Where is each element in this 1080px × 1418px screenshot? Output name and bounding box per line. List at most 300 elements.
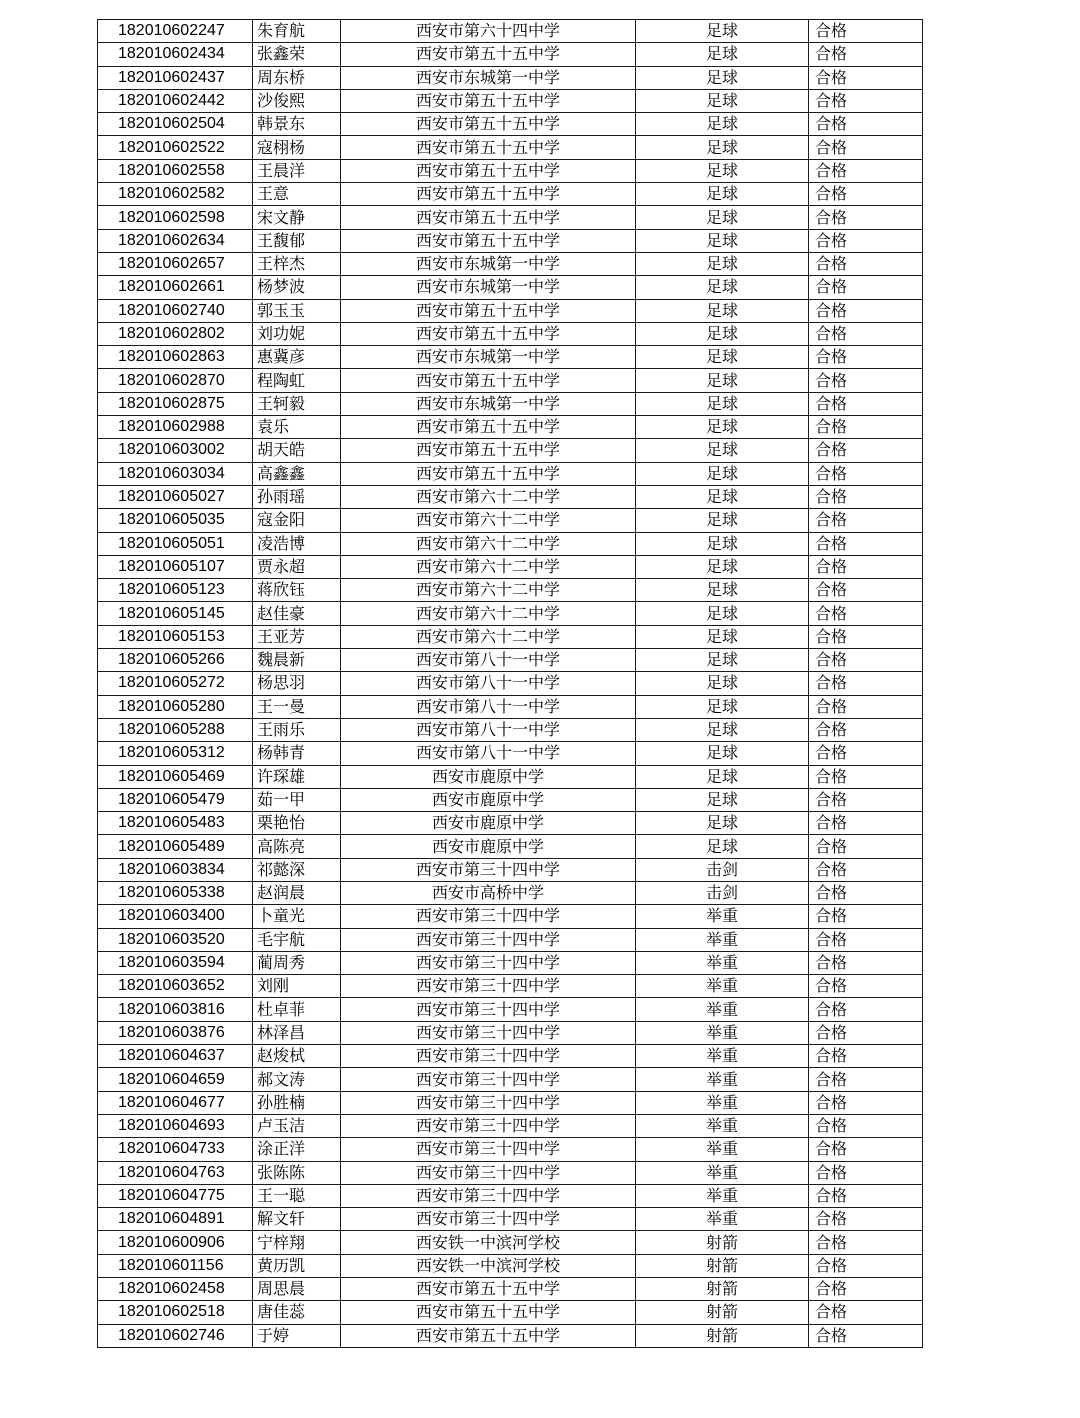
table-row — [98, 1324, 923, 1347]
candidate-id-cell: 182010604659 — [98, 1068, 253, 1091]
table-row — [98, 66, 923, 89]
result-cell: 合格 — [809, 136, 923, 159]
student-name-cell: 杜卓菲 — [253, 998, 341, 1021]
result-cell: 合格 — [809, 66, 923, 89]
school-cell: 西安市第八十一中学 — [341, 672, 636, 695]
school-cell: 西安市第六十二中学 — [341, 509, 636, 532]
sport-cell: 足球 — [636, 66, 809, 89]
student-name-cell: 高陈亮 — [253, 835, 341, 858]
student-name-cell: 周东桥 — [253, 66, 341, 89]
school-cell: 西安市鹿原中学 — [341, 812, 636, 835]
sport-cell: 足球 — [636, 649, 809, 672]
sport-cell: 举重 — [636, 1114, 809, 1137]
school-cell: 西安市第五十五中学 — [341, 439, 636, 462]
student-name-cell: 杨韩青 — [253, 742, 341, 765]
sport-cell: 足球 — [636, 835, 809, 858]
student-name-cell: 寇金阳 — [253, 509, 341, 532]
table-row — [98, 1138, 923, 1161]
candidate-id-cell: 182010605338 — [98, 881, 253, 904]
table-row — [98, 43, 923, 66]
school-cell: 西安市第六十二中学 — [341, 532, 636, 555]
result-cell: 合格 — [809, 532, 923, 555]
result-cell: 合格 — [809, 299, 923, 322]
table-row — [98, 229, 923, 252]
student-name-cell: 林泽昌 — [253, 1021, 341, 1044]
result-cell: 合格 — [809, 1138, 923, 1161]
school-cell: 西安市第五十五中学 — [341, 136, 636, 159]
table-row — [98, 835, 923, 858]
sport-cell: 足球 — [636, 136, 809, 159]
student-name-cell: 凌浩博 — [253, 532, 341, 555]
student-name-cell: 卜童光 — [253, 905, 341, 928]
candidate-id-cell: 182010605107 — [98, 555, 253, 578]
candidate-id-cell: 182010605280 — [98, 695, 253, 718]
table-row — [98, 858, 923, 881]
student-name-cell: 胡天皓 — [253, 439, 341, 462]
result-cell: 合格 — [809, 183, 923, 206]
candidate-id-cell: 182010605027 — [98, 485, 253, 508]
student-name-cell: 程陶虹 — [253, 369, 341, 392]
table-row — [98, 812, 923, 835]
candidate-id-cell: 182010605051 — [98, 532, 253, 555]
result-cell: 合格 — [809, 765, 923, 788]
student-name-cell: 蔺周秀 — [253, 951, 341, 974]
student-name-cell: 韩景东 — [253, 113, 341, 136]
student-name-cell: 于婷 — [253, 1324, 341, 1347]
result-cell: 合格 — [809, 276, 923, 299]
result-cell: 合格 — [809, 555, 923, 578]
candidate-id-cell: 182010605145 — [98, 602, 253, 625]
school-cell: 西安市第五十五中学 — [341, 89, 636, 112]
student-name-cell: 王轲毅 — [253, 392, 341, 415]
candidate-id-cell: 182010602518 — [98, 1301, 253, 1324]
candidate-id-cell: 182010604763 — [98, 1161, 253, 1184]
sport-cell: 足球 — [636, 113, 809, 136]
table-row — [98, 649, 923, 672]
result-cell: 合格 — [809, 788, 923, 811]
table-row — [98, 1114, 923, 1137]
table-row — [98, 905, 923, 928]
candidate-id-cell: 182010605469 — [98, 765, 253, 788]
sport-cell: 足球 — [636, 625, 809, 648]
table-row — [98, 579, 923, 602]
sport-cell: 举重 — [636, 1138, 809, 1161]
student-name-cell: 周思晨 — [253, 1278, 341, 1301]
sport-cell: 举重 — [636, 1208, 809, 1231]
school-cell: 西安市高桥中学 — [341, 881, 636, 904]
candidate-id-cell: 182010605479 — [98, 788, 253, 811]
candidate-id-cell: 182010605288 — [98, 718, 253, 741]
sport-cell: 足球 — [636, 672, 809, 695]
result-cell: 合格 — [809, 113, 923, 136]
school-cell: 西安市第五十五中学 — [341, 299, 636, 322]
candidate-id-cell: 182010604775 — [98, 1184, 253, 1207]
sport-cell: 足球 — [636, 812, 809, 835]
table-row — [98, 555, 923, 578]
table-row — [98, 788, 923, 811]
school-cell: 西安市第三十四中学 — [341, 975, 636, 998]
candidate-id-cell: 182010604733 — [98, 1138, 253, 1161]
school-cell: 西安市东城第一中学 — [341, 392, 636, 415]
result-cell: 合格 — [809, 43, 923, 66]
student-name-cell: 张鑫荣 — [253, 43, 341, 66]
candidate-id-cell: 182010601156 — [98, 1254, 253, 1277]
result-cell: 合格 — [809, 975, 923, 998]
sport-cell: 足球 — [636, 206, 809, 229]
candidate-id-cell: 182010605123 — [98, 579, 253, 602]
result-cell: 合格 — [809, 252, 923, 275]
school-cell: 西安市第五十五中学 — [341, 462, 636, 485]
student-name-cell: 祁懿深 — [253, 858, 341, 881]
student-name-cell: 王意 — [253, 183, 341, 206]
sport-cell: 举重 — [636, 1161, 809, 1184]
student-name-cell: 王晨洋 — [253, 159, 341, 182]
sport-cell: 足球 — [636, 555, 809, 578]
sport-cell: 足球 — [636, 788, 809, 811]
student-name-cell: 解文轩 — [253, 1208, 341, 1231]
table-row — [98, 159, 923, 182]
candidate-id-cell: 182010603834 — [98, 858, 253, 881]
candidate-id-cell: 182010603876 — [98, 1021, 253, 1044]
sport-cell: 击剑 — [636, 881, 809, 904]
sport-cell: 足球 — [636, 229, 809, 252]
table-row — [98, 1045, 923, 1068]
student-name-cell: 袁乐 — [253, 416, 341, 439]
result-cell: 合格 — [809, 439, 923, 462]
table-row — [98, 672, 923, 695]
table-row — [98, 765, 923, 788]
school-cell: 西安市鹿原中学 — [341, 788, 636, 811]
table-row — [98, 951, 923, 974]
student-name-cell: 孙雨瑶 — [253, 485, 341, 508]
result-cell: 合格 — [809, 346, 923, 369]
student-name-cell: 王馥郁 — [253, 229, 341, 252]
table-row — [98, 695, 923, 718]
result-cell: 合格 — [809, 1161, 923, 1184]
result-cell: 合格 — [809, 742, 923, 765]
candidate-id-cell: 182010604891 — [98, 1208, 253, 1231]
school-cell: 西安市鹿原中学 — [341, 835, 636, 858]
result-cell: 合格 — [809, 159, 923, 182]
result-cell: 合格 — [809, 649, 923, 672]
candidate-id-cell: 182010605483 — [98, 812, 253, 835]
result-cell: 合格 — [809, 369, 923, 392]
sport-cell: 足球 — [636, 392, 809, 415]
table-row — [98, 206, 923, 229]
school-cell: 西安市东城第一中学 — [341, 66, 636, 89]
result-cell: 合格 — [809, 1324, 923, 1347]
student-name-cell: 栗艳怡 — [253, 812, 341, 835]
candidate-id-cell: 182010602522 — [98, 136, 253, 159]
school-cell: 西安市第五十五中学 — [341, 369, 636, 392]
sport-cell: 射箭 — [636, 1324, 809, 1347]
school-cell: 西安市第五十五中学 — [341, 229, 636, 252]
candidate-id-cell: 182010602875 — [98, 392, 253, 415]
student-name-cell: 高鑫鑫 — [253, 462, 341, 485]
table-row — [98, 136, 923, 159]
table-row — [98, 1068, 923, 1091]
candidate-id-cell: 182010602802 — [98, 322, 253, 345]
school-cell: 西安市东城第一中学 — [341, 252, 636, 275]
student-name-cell: 赵润晨 — [253, 881, 341, 904]
sport-cell: 足球 — [636, 509, 809, 532]
school-cell: 西安市第五十五中学 — [341, 322, 636, 345]
school-cell: 西安市第五十五中学 — [341, 416, 636, 439]
table-row — [98, 416, 923, 439]
result-cell: 合格 — [809, 1091, 923, 1114]
table-row — [98, 369, 923, 392]
school-cell: 西安铁一中滨河学校 — [341, 1231, 636, 1254]
sport-cell: 足球 — [636, 439, 809, 462]
candidate-id-cell: 182010602746 — [98, 1324, 253, 1347]
candidate-id-cell: 182010602558 — [98, 159, 253, 182]
candidate-id-cell: 182010602661 — [98, 276, 253, 299]
result-cell: 合格 — [809, 322, 923, 345]
school-cell: 西安市东城第一中学 — [341, 276, 636, 299]
sport-cell: 足球 — [636, 695, 809, 718]
sport-cell: 射箭 — [636, 1278, 809, 1301]
candidate-id-cell: 182010602863 — [98, 346, 253, 369]
result-cell: 合格 — [809, 1045, 923, 1068]
sport-cell: 举重 — [636, 951, 809, 974]
student-name-cell: 郭玉玉 — [253, 299, 341, 322]
result-cell: 合格 — [809, 1184, 923, 1207]
results-table — [97, 19, 923, 1348]
school-cell: 西安市第五十五中学 — [341, 113, 636, 136]
result-cell: 合格 — [809, 1114, 923, 1137]
sport-cell: 足球 — [636, 183, 809, 206]
sport-cell: 足球 — [636, 416, 809, 439]
table-row — [98, 1278, 923, 1301]
result-cell: 合格 — [809, 695, 923, 718]
result-cell: 合格 — [809, 392, 923, 415]
sport-cell: 射箭 — [636, 1231, 809, 1254]
result-cell: 合格 — [809, 718, 923, 741]
candidate-id-cell: 182010602582 — [98, 183, 253, 206]
candidate-id-cell: 182010602634 — [98, 229, 253, 252]
student-name-cell: 杨思羽 — [253, 672, 341, 695]
student-name-cell: 王雨乐 — [253, 718, 341, 741]
student-name-cell: 杨梦波 — [253, 276, 341, 299]
school-cell: 西安市第三十四中学 — [341, 858, 636, 881]
school-cell: 西安市第三十四中学 — [341, 951, 636, 974]
school-cell: 西安市东城第一中学 — [341, 346, 636, 369]
school-cell: 西安市鹿原中学 — [341, 765, 636, 788]
school-cell: 西安市第六十二中学 — [341, 602, 636, 625]
table-row — [98, 532, 923, 555]
table-row — [98, 485, 923, 508]
student-name-cell: 惠冀彦 — [253, 346, 341, 369]
sport-cell: 足球 — [636, 765, 809, 788]
sport-cell: 足球 — [636, 369, 809, 392]
student-name-cell: 宋文静 — [253, 206, 341, 229]
result-cell: 合格 — [809, 905, 923, 928]
result-cell: 合格 — [809, 229, 923, 252]
student-name-cell: 张陈陈 — [253, 1161, 341, 1184]
school-cell: 西安市第五十五中学 — [341, 159, 636, 182]
candidate-id-cell: 182010602657 — [98, 252, 253, 275]
table-row — [98, 20, 923, 43]
candidate-id-cell: 182010604677 — [98, 1091, 253, 1114]
candidate-id-cell: 182010602988 — [98, 416, 253, 439]
table-row — [98, 975, 923, 998]
result-cell: 合格 — [809, 998, 923, 1021]
candidate-id-cell: 182010603594 — [98, 951, 253, 974]
school-cell: 西安市第六十二中学 — [341, 579, 636, 602]
school-cell: 西安市第六十二中学 — [341, 625, 636, 648]
result-cell: 合格 — [809, 602, 923, 625]
school-cell: 西安市第三十四中学 — [341, 1114, 636, 1137]
table-row — [98, 928, 923, 951]
candidate-id-cell: 182010605153 — [98, 625, 253, 648]
table-row — [98, 322, 923, 345]
sport-cell: 足球 — [636, 159, 809, 182]
sport-cell: 足球 — [636, 718, 809, 741]
table-row — [98, 89, 923, 112]
candidate-id-cell: 182010602442 — [98, 89, 253, 112]
table-row — [98, 998, 923, 1021]
student-name-cell: 宁梓翔 — [253, 1231, 341, 1254]
table-row — [98, 1161, 923, 1184]
candidate-id-cell: 182010602437 — [98, 66, 253, 89]
sport-cell: 足球 — [636, 89, 809, 112]
result-cell: 合格 — [809, 89, 923, 112]
table-row — [98, 392, 923, 415]
student-name-cell: 刘刚 — [253, 975, 341, 998]
sport-cell: 足球 — [636, 346, 809, 369]
result-cell: 合格 — [809, 1208, 923, 1231]
table-row — [98, 1254, 923, 1277]
candidate-id-cell: 182010603002 — [98, 439, 253, 462]
student-name-cell: 孙胜楠 — [253, 1091, 341, 1114]
student-name-cell: 王一聪 — [253, 1184, 341, 1207]
sport-cell: 举重 — [636, 1184, 809, 1207]
school-cell: 西安市第三十四中学 — [341, 1091, 636, 1114]
table-row — [98, 742, 923, 765]
sport-cell: 举重 — [636, 1068, 809, 1091]
student-name-cell: 茹一甲 — [253, 788, 341, 811]
result-cell: 合格 — [809, 20, 923, 43]
result-cell: 合格 — [809, 951, 923, 974]
sport-cell: 足球 — [636, 742, 809, 765]
school-cell: 西安市第三十四中学 — [341, 1021, 636, 1044]
school-cell: 西安市第八十一中学 — [341, 718, 636, 741]
candidate-id-cell: 182010605266 — [98, 649, 253, 672]
candidate-id-cell: 182010603034 — [98, 462, 253, 485]
sport-cell: 足球 — [636, 532, 809, 555]
result-cell: 合格 — [809, 672, 923, 695]
school-cell: 西安市第三十四中学 — [341, 998, 636, 1021]
table-row — [98, 439, 923, 462]
student-name-cell: 郝文涛 — [253, 1068, 341, 1091]
school-cell: 西安市第三十四中学 — [341, 1138, 636, 1161]
result-cell: 合格 — [809, 509, 923, 532]
result-cell: 合格 — [809, 835, 923, 858]
candidate-id-cell: 182010604637 — [98, 1045, 253, 1068]
sport-cell: 击剑 — [636, 858, 809, 881]
sport-cell: 足球 — [636, 276, 809, 299]
result-cell: 合格 — [809, 1254, 923, 1277]
candidate-id-cell: 182010603816 — [98, 998, 253, 1021]
table-row — [98, 1301, 923, 1324]
student-name-cell: 赵佳豪 — [253, 602, 341, 625]
table-row — [98, 299, 923, 322]
sport-cell: 举重 — [636, 998, 809, 1021]
school-cell: 西安市第六十二中学 — [341, 555, 636, 578]
sport-cell: 举重 — [636, 1091, 809, 1114]
candidate-id-cell: 182010605272 — [98, 672, 253, 695]
candidate-id-cell: 182010605312 — [98, 742, 253, 765]
sport-cell: 举重 — [636, 905, 809, 928]
result-cell: 合格 — [809, 928, 923, 951]
table-row — [98, 252, 923, 275]
school-cell: 西安市第五十五中学 — [341, 1278, 636, 1301]
candidate-id-cell: 182010602504 — [98, 113, 253, 136]
table-row — [98, 1184, 923, 1207]
school-cell: 西安市第八十一中学 — [341, 695, 636, 718]
school-cell: 西安市第六十二中学 — [341, 485, 636, 508]
result-cell: 合格 — [809, 1301, 923, 1324]
school-cell: 西安市第三十四中学 — [341, 1208, 636, 1231]
table-body — [98, 20, 923, 1348]
table-row — [98, 346, 923, 369]
table-row — [98, 602, 923, 625]
school-cell: 西安市第三十四中学 — [341, 1068, 636, 1091]
school-cell: 西安市第五十五中学 — [341, 183, 636, 206]
sport-cell: 足球 — [636, 252, 809, 275]
candidate-id-cell: 182010603400 — [98, 905, 253, 928]
student-name-cell: 赵焌栻 — [253, 1045, 341, 1068]
table-row — [98, 1208, 923, 1231]
table-row — [98, 113, 923, 136]
student-name-cell: 涂正洋 — [253, 1138, 341, 1161]
result-cell: 合格 — [809, 881, 923, 904]
school-cell: 西安市第五十五中学 — [341, 43, 636, 66]
sport-cell: 举重 — [636, 1045, 809, 1068]
candidate-id-cell: 182010600906 — [98, 1231, 253, 1254]
student-name-cell: 魏晨新 — [253, 649, 341, 672]
student-name-cell: 王一曼 — [253, 695, 341, 718]
sport-cell: 足球 — [636, 20, 809, 43]
school-cell: 西安市第三十四中学 — [341, 1045, 636, 1068]
sport-cell: 足球 — [636, 579, 809, 602]
student-name-cell: 寇栩杨 — [253, 136, 341, 159]
candidate-id-cell: 182010603520 — [98, 928, 253, 951]
sport-cell: 足球 — [636, 322, 809, 345]
result-cell: 合格 — [809, 625, 923, 648]
student-name-cell: 许琛雄 — [253, 765, 341, 788]
student-name-cell: 毛宇航 — [253, 928, 341, 951]
table-row — [98, 1231, 923, 1254]
sport-cell: 足球 — [636, 462, 809, 485]
school-cell: 西安铁一中滨河学校 — [341, 1254, 636, 1277]
student-name-cell: 沙俊熙 — [253, 89, 341, 112]
student-name-cell: 朱育航 — [253, 20, 341, 43]
result-cell: 合格 — [809, 1021, 923, 1044]
candidate-id-cell: 182010602434 — [98, 43, 253, 66]
sport-cell: 射箭 — [636, 1254, 809, 1277]
candidate-id-cell: 182010602870 — [98, 369, 253, 392]
student-name-cell: 唐佳蕊 — [253, 1301, 341, 1324]
sport-cell: 足球 — [636, 602, 809, 625]
sport-cell: 举重 — [636, 928, 809, 951]
candidate-id-cell: 182010603652 — [98, 975, 253, 998]
school-cell: 西安市第五十五中学 — [341, 206, 636, 229]
student-name-cell: 贾永超 — [253, 555, 341, 578]
student-name-cell: 蒋欣钰 — [253, 579, 341, 602]
table-row — [98, 276, 923, 299]
result-cell: 合格 — [809, 1068, 923, 1091]
